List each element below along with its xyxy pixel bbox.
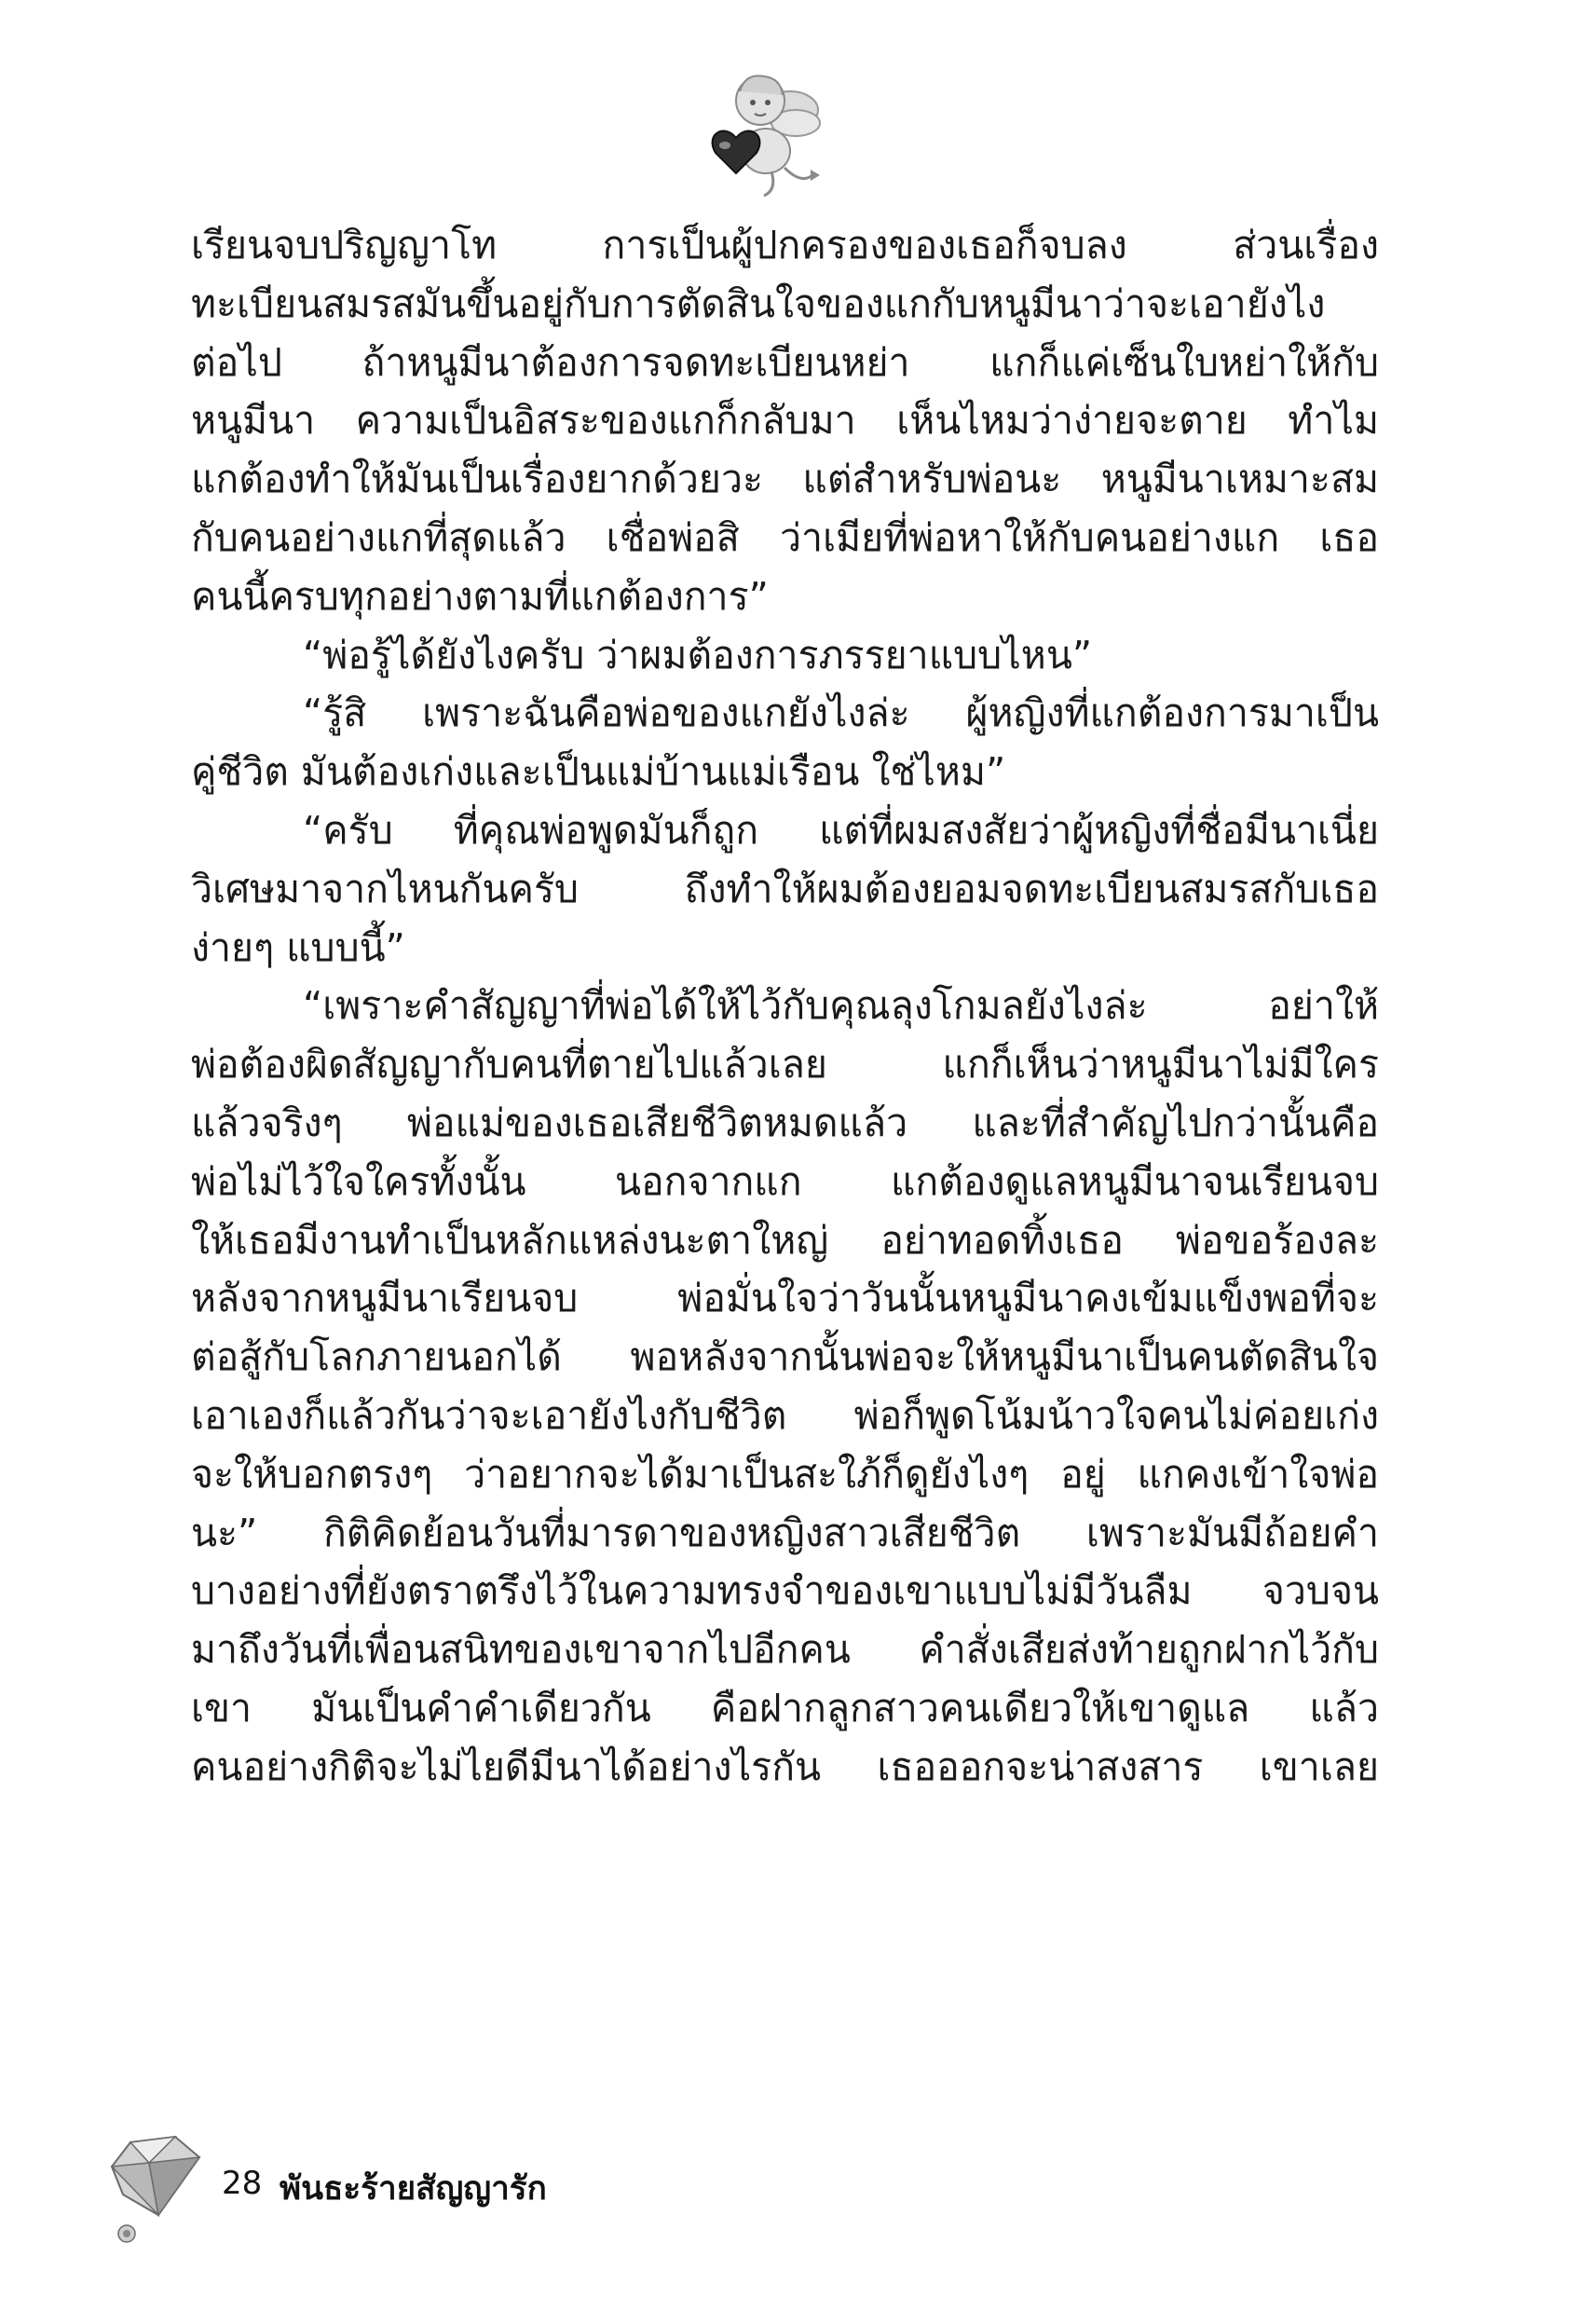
- text-line: คนอย่างกิติจะไม่ไยดีมีนาได้อย่างไรกัน เธอออกจะน่าสงสาร เขาเลย: [191, 1744, 1379, 1789]
- text-line: จะให้บอกตรงๆ ว่าอยากจะได้มาเป็นสะใภ้ก็ดูยังไงๆ อยู่ แกคงเข้าใจพ่อ: [191, 1451, 1379, 1497]
- text-line: แล้วจริงๆ พ่อแม่ของเธอเสียชีวิตหมดแล้ว และที่สำคัญไปกว่านั้นคือ: [191, 1100, 1379, 1145]
- text-line: เขา มันเป็นคำคำเดียวกัน คือฝากลูกสาวคนเดียวให้เขาดูแล แล้ว: [191, 1685, 1379, 1730]
- text-line: บางอย่างที่ยังตราตรึงไว้ในความทรงจำของเขาแบบไม่มีวันลืม จวบจน: [191, 1568, 1379, 1614]
- text-line: มาถึงวันที่เพื่อนสนิทของเขาจากไปอีกคน คำสั่งเสียส่งท้ายถูกฝากไว้กับ: [191, 1627, 1379, 1673]
- text-line: พ่อไม่ไว้ใจใครทั้งนั้น นอกจากแก แกต้องดูแลหนูมีนาจนเรียนจบ: [191, 1158, 1379, 1204]
- body-text: [191, 216, 1379, 1797]
- book-title: พันธะร้ายสัญญารัก: [280, 2170, 547, 2208]
- page-number: 28: [222, 2165, 263, 2202]
- text-line: ทะเบียนสมรสมันขึ้นอยู่กับการตัดสินใจของแกกับหนูมีนาว่าจะเอายังไง: [191, 280, 1326, 326]
- text-line: เรียนจบปริญญาโท การเป็นผู้ปกครองของเธอก็จบลง ส่วนเรื่อง: [191, 223, 1379, 267]
- text-line: ง่ายๆ แบบนี้”: [191, 924, 405, 970]
- text-line: กับคนอย่างแกที่สุดแล้ว เชื่อพ่อสิ ว่าเมียที่พ่อหาให้กับคนอย่างแก เธอ: [191, 514, 1379, 560]
- text-line: เอาเองก็แล้วกันว่าจะเอายังไงกับชีวิต พ่อก็พูดโน้มน้าวใจคนไม่ค่อยเก่ง: [191, 1392, 1379, 1438]
- text-line: “เพราะคำสัญญาที่พ่อได้ให้ไว้กับคุณลุงโกมลยังไงล่ะ อย่าให้: [303, 983, 1379, 1029]
- text-line: ต่อสู้กับโลกภายนอกได้ พอหลังจากนั้นพ่อจะให้หนูมีนาเป็นคนตัดสินใจ: [191, 1334, 1379, 1380]
- text-line: คนนี้ครบทุกอย่างตามที่แกต้องการ”: [191, 573, 769, 619]
- text-line: “ครับ ที่คุณพ่อพูดมันก็ถูก แต่ที่ผมสงสัยว่าผู้หญิงที่ชื่อมีนาเนี่ย: [303, 807, 1379, 853]
- cupid-with-heart-icon: [699, 65, 829, 205]
- page-footer: [102, 2129, 755, 2260]
- text-line: ต่อไป ถ้าหนูมีนาต้องการจดทะเบียนหย่า แกก็แค่เซ็นใบหย่าให้กับ: [191, 339, 1379, 385]
- text-line: “พ่อรู้ได้ยังไงครับ ว่าผมต้องการภรรยาแบบไหน”: [303, 632, 1093, 677]
- text-line: หนูมีนา ความเป็นอิสระของแกก็กลับมา เห็นไหมว่าง่ายจะตาย ทำไม: [191, 398, 1379, 444]
- text-line: หลังจากหนูมีนาเรียนจบ พ่อมั่นใจว่าวันนั้นหนูมีนาคงเข้มแข็งพอที่จะ: [191, 1276, 1379, 1321]
- text-line: พ่อต้องผิดสัญญากับคนที่ตายไปแล้วเลย แกก็เห็นว่าหนูมีนาไม่มีใคร: [191, 1042, 1379, 1087]
- text-line: นะ” กิติคิดย้อนวันที่มารดาของหญิงสาวเสียชีวิต เพราะมันมีถ้อยคำ: [191, 1510, 1379, 1555]
- diamond-icon: [102, 2129, 205, 2250]
- text-line: แกต้องทำให้มันเป็นเรื่องยากด้วยวะ แต่สำหรับพ่อนะ หนูมีนาเหมาะสม: [191, 457, 1379, 502]
- text-line: วิเศษมาจากไหนกันครับ ถึงทำให้ผมต้องยอมจดทะเบียนสมรสกับเธอ: [191, 866, 1379, 911]
- text-line: ให้เธอมีงานทำเป็นหลักแหล่งนะตาใหญ่ อย่าทอดทิ้งเธอ พ่อขอร้องละ: [191, 1217, 1379, 1263]
- text-line: คู่ชีวิต มันต้องเก่งและเป็นแม่บ้านแม่เรือน ใช่ไหม”: [191, 749, 1006, 795]
- text-line: “รู้สิ เพราะฉันคือพ่อของแกยังไงล่ะ ผู้หญิงที่แกต้องการมาเป็น: [303, 691, 1379, 736]
